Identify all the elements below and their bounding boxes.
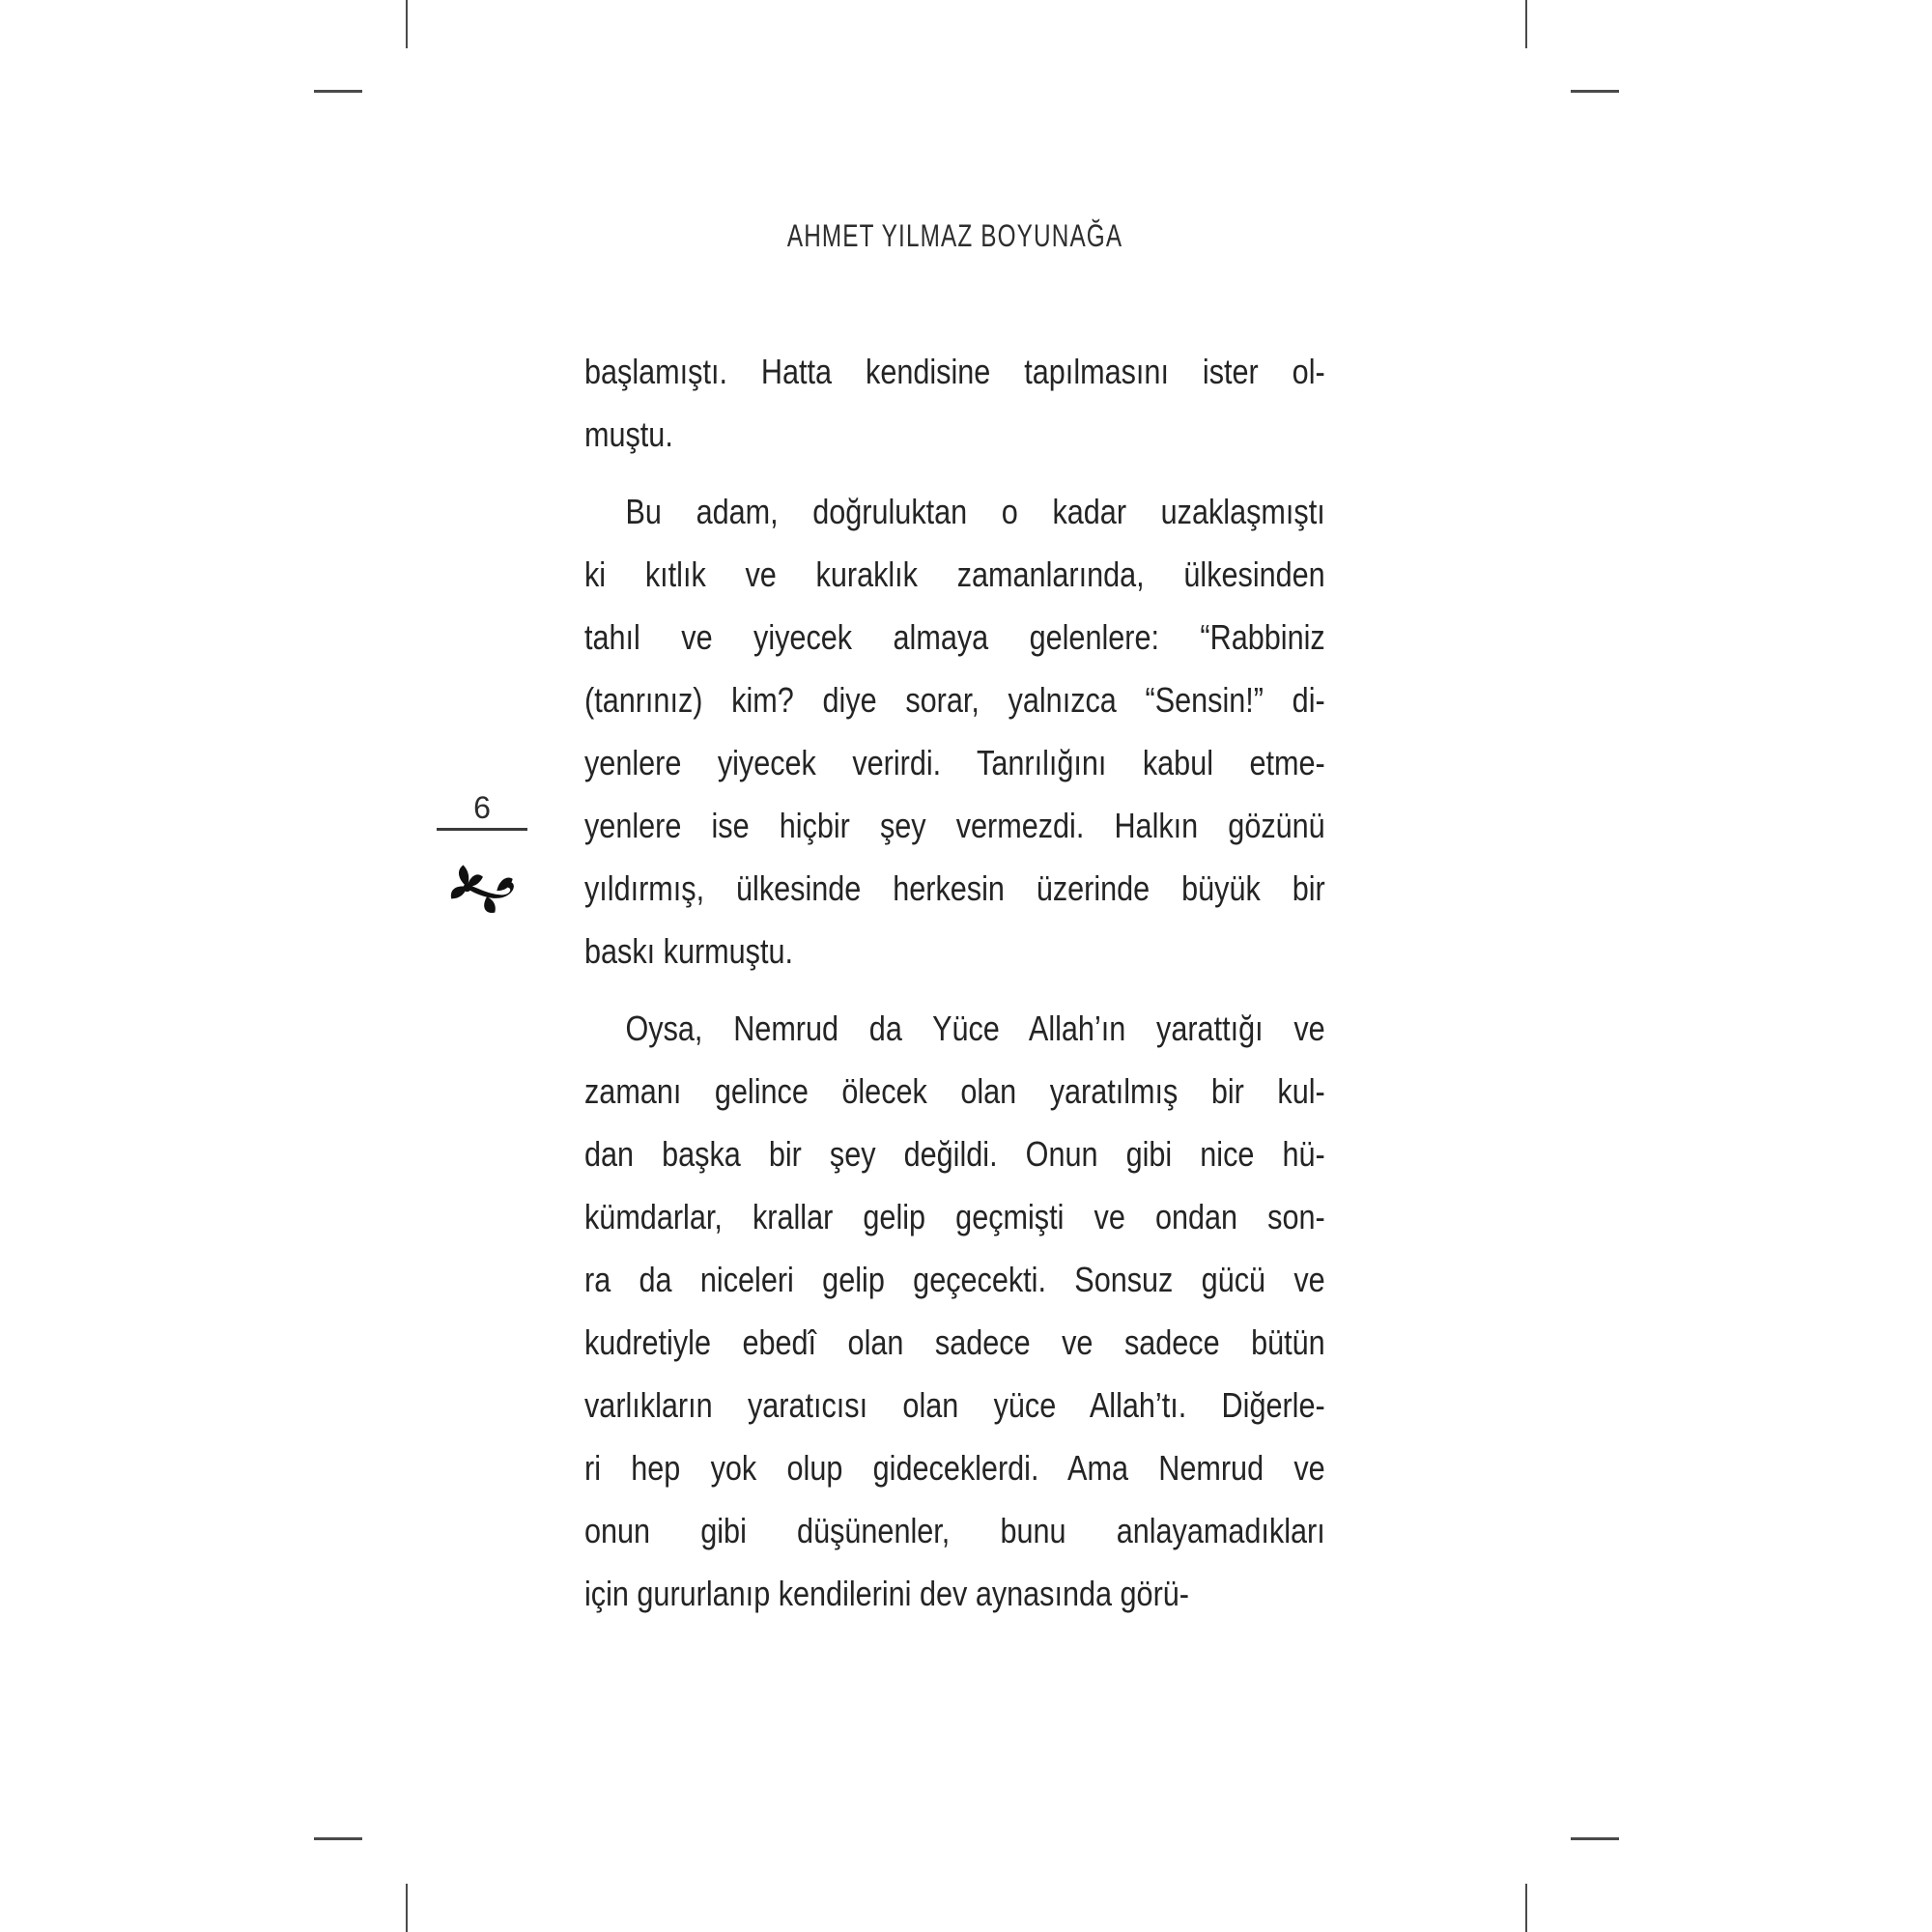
text-line: Oysa, Nemrud da Yüce Allah’ın yarattığı ve: [625, 1009, 1325, 1048]
paragraph: [584, 997, 1325, 1625]
text-line: kudretiyle ebedî olan sadece ve sadece bütün: [584, 1322, 1325, 1362]
crop-mark-top-left-horizontal: [314, 90, 362, 93]
text-line: baskı kurmuştu.: [584, 931, 793, 971]
crop-mark-bottom-left-horizontal: [314, 1837, 362, 1840]
text-line: Bu adam, doğruluktan o kadar uzaklaşmıştı: [625, 492, 1325, 531]
floral-fleuron-icon: [445, 857, 525, 915]
text-line: ra da niceleri gelip geçecekti. Sonsuz gücü ve: [584, 1260, 1325, 1299]
text-line: yıldırmış, ülkesinde herkesin üzerinde büyük bir: [584, 868, 1325, 908]
text-line: (tanrınız) kim? diye sorar, yalnızca “Sensin!” di-: [584, 680, 1325, 720]
text-line: ki kıtlık ve kuraklık zamanlarında, ülkesinden: [584, 554, 1325, 594]
text-line: onun gibi düşünenler, bunu anlayamadıkları: [584, 1511, 1325, 1550]
crop-mark-bottom-right-horizontal: [1571, 1837, 1619, 1840]
body-text: [584, 340, 1325, 1625]
text-line: yenlere yiyecek verirdi. Tanrılığını kabul etme-: [584, 743, 1325, 782]
paragraph: [584, 480, 1325, 982]
crop-mark-bottom-right-vertical: [1525, 1884, 1527, 1932]
text-line: yenlere ise hiçbir şey vermezdi. Halkın gözünü: [584, 806, 1325, 845]
text-line: ri hep yok olup gideceklerdi. Ama Nemrud ve: [584, 1448, 1325, 1488]
crop-mark-bottom-left-vertical: [406, 1884, 408, 1932]
text-line: için gururlanıp kendilerini dev aynasında görü-: [584, 1574, 1189, 1613]
running-header-text: AHMET YILMAZ BOYUNAĞA: [787, 218, 1123, 253]
text-line: varlıkların yaratıcısı olan yüce Allah’tı. Diğerle-: [584, 1385, 1325, 1425]
crop-mark-top-left-vertical: [406, 0, 408, 48]
page-number: 6: [473, 790, 491, 825]
crop-mark-top-right-horizontal: [1571, 90, 1619, 93]
paragraph: [584, 340, 1325, 466]
crop-mark-top-right-vertical: [1525, 0, 1527, 48]
running-header: [584, 218, 1326, 253]
text-line: kümdarlar, krallar gelip geçmişti ve ondan son-: [584, 1197, 1325, 1236]
text-line: zamanı gelince ölecek olan yaratılmış bir kul-: [584, 1071, 1325, 1111]
text-line: başlamıştı. Hatta kendisine tapılmasını ister ol-: [584, 352, 1325, 391]
text-line: dan başka bir şey değildi. Onun gibi nice hü-: [584, 1134, 1325, 1174]
text-line: muştu.: [584, 414, 673, 454]
page-number-rule: [437, 828, 527, 831]
text-line: tahıl ve yiyecek almaya gelenlere: “Rabbiniz: [584, 617, 1325, 657]
